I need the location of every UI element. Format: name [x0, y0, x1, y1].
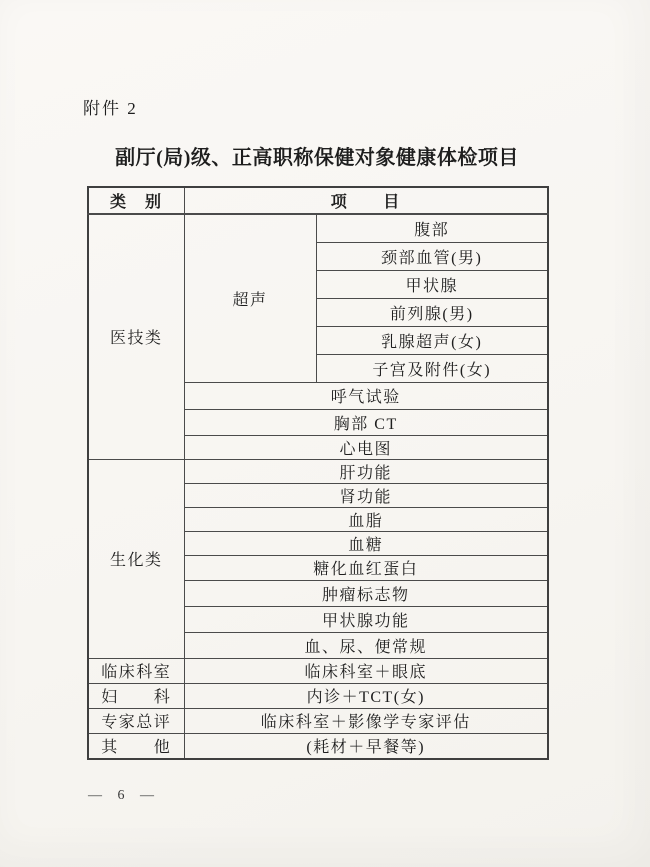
category-cell-medical-tech: 医技类	[88, 214, 184, 459]
item-cell: 乳腺超声(女)	[316, 326, 548, 354]
item-cell: 胸部 CT	[184, 409, 548, 435]
item-cell: 肿瘤标志物	[184, 580, 548, 606]
exam-items-table	[87, 186, 549, 760]
item-cell: 血糖	[184, 531, 548, 555]
item-cell: 心电图	[184, 435, 548, 459]
table-row	[88, 459, 548, 483]
header-category-cell: 类 别	[88, 187, 184, 214]
category-cell-expert-review: 专家总评	[88, 708, 184, 733]
table-row	[88, 683, 548, 708]
item-cell: 肾功能	[184, 483, 548, 507]
item-cell: 前列腺(男)	[316, 298, 548, 326]
item-cell: 呼气试验	[184, 382, 548, 409]
item-cell: 血脂	[184, 507, 548, 531]
table-row	[88, 733, 548, 759]
item-cell: 临床科室＋影像学专家评估	[184, 708, 548, 733]
item-cell: 血、尿、便常规	[184, 632, 548, 658]
category-cell-gynecology: 妇 科	[88, 683, 184, 708]
item-cell: 糖化血红蛋白	[184, 555, 548, 580]
item-cell: (耗材＋早餐等)	[184, 733, 548, 759]
item-cell: 子宫及附件(女)	[316, 354, 548, 382]
item-cell: 颈部血管(男)	[316, 242, 548, 270]
table-row	[88, 214, 548, 242]
table-header-row	[88, 187, 548, 214]
item-cell: 内诊＋TCT(女)	[184, 683, 548, 708]
subcategory-cell-ultrasound: 超声	[184, 214, 316, 382]
item-cell: 肝功能	[184, 459, 548, 483]
header-items-cell: 项 目	[184, 187, 548, 214]
item-cell: 甲状腺	[316, 270, 548, 298]
table-row	[88, 658, 548, 683]
page-number: — 6 —	[88, 788, 156, 803]
item-cell: 临床科室＋眼底	[184, 658, 548, 683]
page-title: 副厅(局)级、正高职称保健对象健康体检项目	[115, 147, 519, 169]
attachment-label: 附件 2	[83, 99, 138, 118]
category-cell-other: 其 他	[88, 733, 184, 759]
item-cell: 甲状腺功能	[184, 606, 548, 632]
table-row	[88, 708, 548, 733]
item-cell: 腹部	[316, 214, 548, 242]
category-cell-biochemistry: 生化类	[88, 459, 184, 658]
category-cell-clinical: 临床科室	[88, 658, 184, 683]
